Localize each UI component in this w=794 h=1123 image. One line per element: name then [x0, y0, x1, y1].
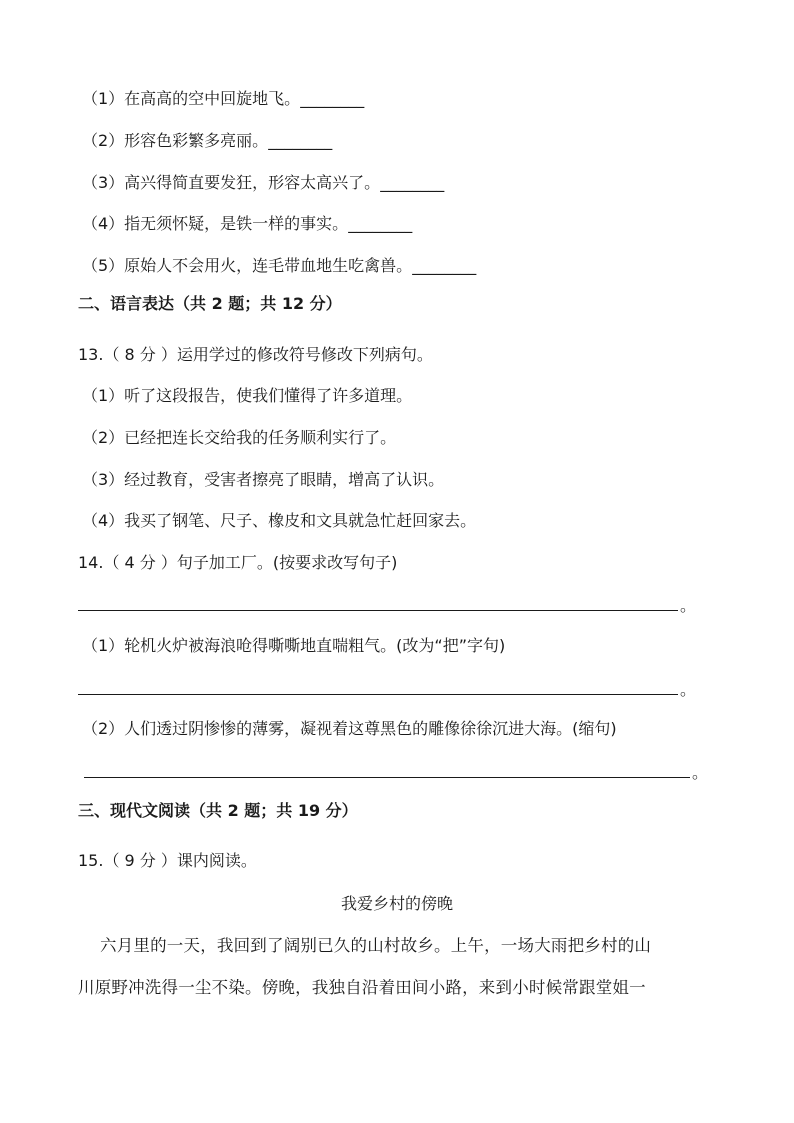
- passage-line-2: 川原野冲洗得一尘不染。傍晚，我独自沿着田间小路，来到小时候常跟堂姐一: [78, 978, 646, 997]
- answer-line-14-a[interactable]: [78, 610, 678, 611]
- question-14-stem: 14.（ 4 分 ）句子加工厂。(按要求改写句子): [78, 553, 398, 572]
- fill-item-4-text: （4）指无须怀疑，是铁一样的事实。: [82, 214, 349, 233]
- answer-line-14-a-period: 。: [680, 596, 697, 615]
- section-heading-2: 二、语言表达（共 2 题；共 12 分）: [78, 294, 342, 313]
- question-13-item-2: （2）已经把连长交给我的任务顺利实行了。: [82, 428, 397, 447]
- answer-blank-5[interactable]: ________: [412, 256, 477, 275]
- answer-blank-3[interactable]: ________: [380, 173, 445, 192]
- fill-item-2: [82, 130, 332, 152]
- question-13-stem: 13.（ 8 分 ）运用学过的修改符号修改下列病句。: [78, 345, 433, 364]
- passage-line-1: 六月里的一天，我回到了阔别已久的山村故乡。上午，一场大雨把乡村的山: [100, 936, 652, 955]
- answer-blank-4[interactable]: ________: [348, 214, 413, 233]
- question-13-item-1: （1）听了这段报告，使我们懂得了许多道理。: [82, 386, 413, 405]
- question-13-item-3: （3）经过教育，受害者擦亮了眼睛，增高了认识。: [82, 470, 445, 489]
- fill-item-3-text: （3）高兴得简直要发狂，形容太高兴了。: [82, 173, 381, 192]
- fill-item-5: [82, 255, 476, 277]
- passage-title: 我爱乡村的傍晚: [340, 894, 453, 913]
- answer-blank-1[interactable]: ________: [300, 89, 365, 108]
- fill-item-2-text: （2）形容色彩繁多亮丽。: [82, 131, 269, 150]
- question-14-item-2: （2）人们透过阴惨惨的薄雾，凝视着这尊黑色的雕像徐徐沉进大海。(缩句): [82, 719, 617, 738]
- fill-item-5-text: （5）原始人不会用火，连毛带血地生吃禽兽。: [82, 256, 413, 275]
- fill-item-1-text: （1）在高高的空中回旋地飞。: [82, 89, 301, 108]
- answer-line-14-c[interactable]: [84, 777, 690, 778]
- answer-blank-2[interactable]: ________: [268, 131, 333, 150]
- fill-item-1: [82, 88, 364, 110]
- answer-line-14-b-period: 。: [680, 680, 697, 699]
- answer-line-14-c-period: 。: [692, 763, 709, 782]
- answer-line-14-b[interactable]: [78, 694, 678, 695]
- section-heading-3: 三、现代文阅读（共 2 题；共 19 分）: [78, 801, 358, 820]
- question-15-stem: 15.（ 9 分 ）课内阅读。: [78, 851, 257, 870]
- question-13-item-4: （4）我买了钢笔、尺子、橡皮和文具就急忙赶回家去。: [82, 511, 477, 530]
- fill-item-3: [82, 172, 444, 194]
- question-14-item-1: （1）轮机火炉被海浪呛得嘶嘶地直喘粗气。(改为“把”字句): [82, 636, 506, 655]
- fill-item-4: [82, 213, 412, 235]
